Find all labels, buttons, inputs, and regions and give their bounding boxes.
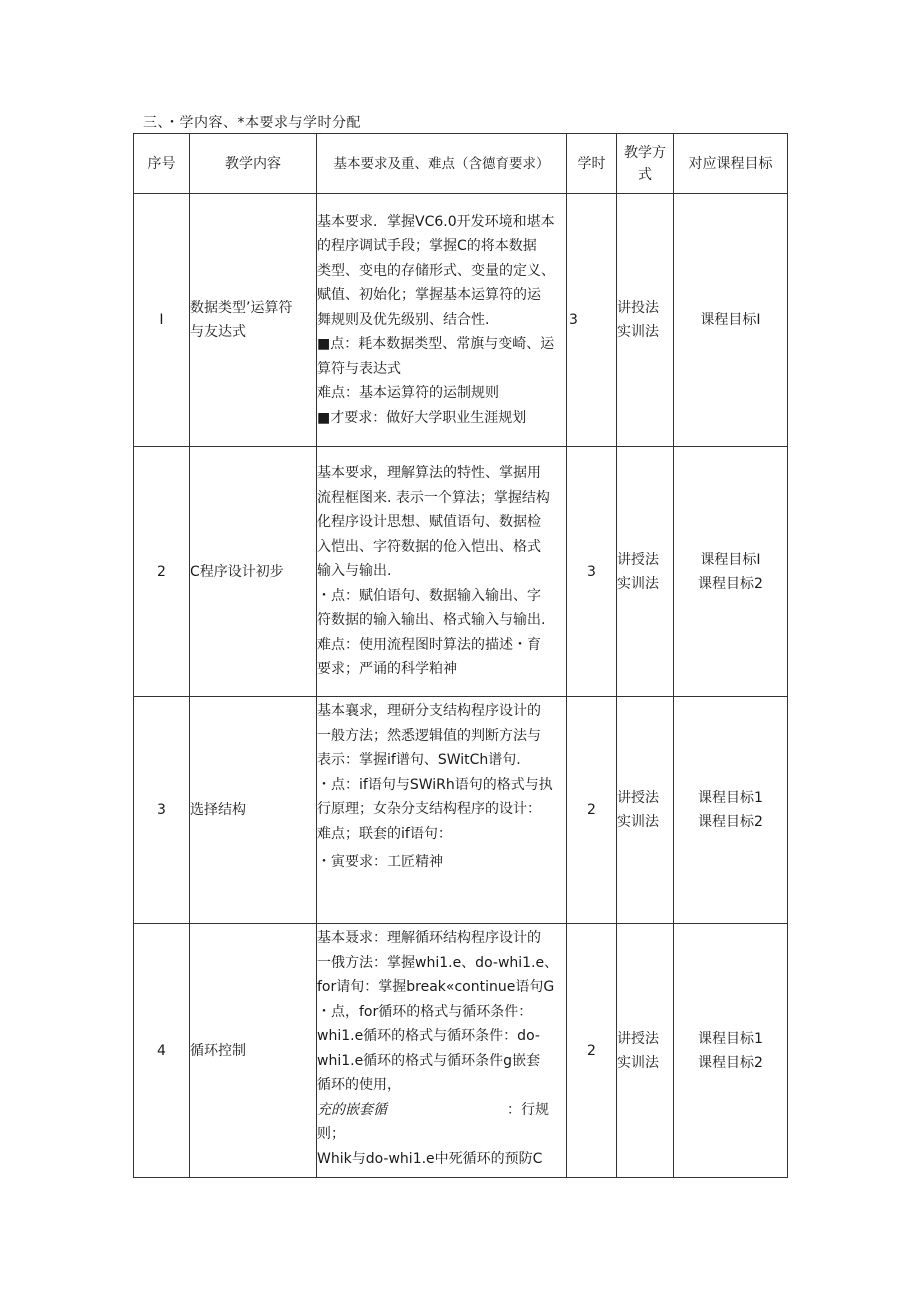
content-line: 与友达式 xyxy=(190,324,246,340)
req-line: 基本聂求：理解循环结构程序设计的 xyxy=(317,930,541,946)
row-hours: 3 xyxy=(567,194,617,447)
req-line: 难点：基本运算符的运制规则 xyxy=(317,385,499,402)
req-line: 输入与输出. xyxy=(317,563,392,580)
content-line: C程序设计初步 xyxy=(190,563,284,580)
row-content xyxy=(190,924,317,1178)
req-line: ■才要求：做好大学职业生涯规划 xyxy=(317,409,527,426)
req-line: 符数据的输入输出、格式输入与输出. xyxy=(317,612,546,629)
method-line: 实训法 xyxy=(617,1054,659,1071)
req-line: 化程序设计思想、赋值语句、数据检 xyxy=(317,514,541,531)
req-line: 要求；严诵的科学粕神 xyxy=(317,661,457,678)
method-line: 讲授法 xyxy=(617,551,659,568)
req-line-part: 充的嵌套循 xyxy=(317,1101,387,1118)
goal-line: 课程目标1 xyxy=(698,1030,763,1047)
content-line: 数据类型’运算符 xyxy=(190,300,293,316)
req-line: 表示：掌握if谱句、SWitCh谱句. xyxy=(317,752,521,768)
req-line: for请旬：掌握break«continue语句G xyxy=(317,979,555,995)
row-content xyxy=(190,697,317,924)
table-row xyxy=(134,194,788,447)
header-hours: 学时 xyxy=(567,134,617,194)
table-row xyxy=(134,697,788,924)
row-content xyxy=(190,447,317,697)
header-method-line2: 式 xyxy=(638,166,652,183)
req-line: Whik与do-whi1.e中死循环的预防C xyxy=(317,1150,543,1167)
row-content xyxy=(190,194,317,447)
row-requirements xyxy=(317,447,567,697)
goal-line: 课程目标2 xyxy=(698,1054,763,1071)
row-goal xyxy=(674,194,788,447)
req-line: whi1.e循环的格式与循环条件g嵌套 xyxy=(317,1052,541,1069)
req-line: 一俄方法：掌握whi1.e、do-whi1.e、 xyxy=(317,954,559,971)
req-line: 赋值、初始化；掌握基本运算符的运 xyxy=(317,287,541,304)
method-line: 讲投法 xyxy=(617,300,659,316)
method-line: 讲授法 xyxy=(617,790,659,806)
req-line: 入恺出、字符数据的伧入恺出、格式 xyxy=(317,538,541,555)
req-line: 基本要求．掌握VC6.0开发环境和堪本 xyxy=(317,213,555,230)
row-hours: 2 xyxy=(567,924,617,1178)
header-content: 教学内容 xyxy=(190,134,317,194)
content-line: 循环控制 xyxy=(190,1042,246,1059)
req-line: ・点：赋伯语句、数据输入输出、字 xyxy=(317,587,541,604)
req-line-part: ：行规 xyxy=(507,1101,549,1118)
row-seq: I xyxy=(134,194,190,447)
row-method xyxy=(617,194,674,447)
teaching-content-table xyxy=(133,133,788,1178)
method-line: 讲授法 xyxy=(617,1030,659,1047)
req-line: 难点：使用流程图时算法的描述・育 xyxy=(317,636,541,653)
goal-line: 课程目标1 xyxy=(698,790,763,806)
req-line: ■点：耗本数据类型、常旗与变崎、运 xyxy=(317,336,555,353)
req-line: ・寅要求：工匠精神 xyxy=(317,854,443,870)
req-line: ・点：if语句与SWiRh语句的格式与执 xyxy=(317,776,553,793)
req-line: 的程序调试手段；掌握C的将本数据 xyxy=(317,238,537,255)
req-line: 类型、变电的存储形式、变量的定义、 xyxy=(317,262,555,279)
req-line: whi1.e循环的格式与循环条件：do- xyxy=(317,1028,540,1044)
row-method xyxy=(617,447,674,697)
row-requirements xyxy=(317,924,567,1178)
row-hours: 2 xyxy=(567,697,617,924)
req-line: 循环的使用， xyxy=(317,1077,401,1093)
goal-line: 课程目标I xyxy=(700,312,761,328)
req-line: 一般方法；然悉逻辑值的判断方法与 xyxy=(317,727,541,744)
row-goal xyxy=(674,924,788,1178)
req-line: ・点，for循环的格式与循环条件： xyxy=(317,1003,533,1020)
method-line: 实训法 xyxy=(617,324,659,340)
method-line: 实训法 xyxy=(617,575,659,592)
row-hours: 3 xyxy=(567,447,617,697)
req-line: 流程框图来. 表示一个算法；掌握结构 xyxy=(317,489,550,506)
goal-line: 课程目标I xyxy=(700,551,761,568)
req-line: 基本襄求，理研分支结构程序设计的 xyxy=(317,703,541,719)
req-line xyxy=(317,1098,566,1123)
row-goal xyxy=(674,697,788,924)
header-goal: 对应课程目标 xyxy=(674,134,788,194)
goal-line: 课程目标2 xyxy=(698,575,763,592)
goal-line: 课程目标2 xyxy=(698,814,763,830)
content-line: 选择结构 xyxy=(190,802,246,818)
req-line: 舞规则及优先级别、结合性. xyxy=(317,311,490,328)
table-row xyxy=(134,924,788,1178)
header-method-line1: 教学方 xyxy=(624,144,666,161)
req-line: 算符与表达式 xyxy=(317,360,401,377)
section-title: 三、・学内容、*本要求与学时分配 xyxy=(143,115,361,131)
row-goal xyxy=(674,447,788,697)
req-line: 则； xyxy=(317,1126,345,1142)
method-line: 实训法 xyxy=(617,814,659,830)
row-seq: 3 xyxy=(134,697,190,924)
row-method xyxy=(617,924,674,1178)
row-seq: 2 xyxy=(134,447,190,697)
row-method xyxy=(617,697,674,924)
req-line: 行原理；女杂分支结构程序的设计： xyxy=(317,801,541,817)
req-line: 基本要求，理解算法的特性、掌据用 xyxy=(317,465,541,482)
header-seq: 序号 xyxy=(134,134,190,194)
row-seq: 4 xyxy=(134,924,190,1178)
header-method xyxy=(617,134,674,194)
req-line: 难点；联套的if语句： xyxy=(317,825,452,842)
table-row xyxy=(134,447,788,697)
table-header-row xyxy=(134,134,788,194)
row-requirements xyxy=(317,194,567,447)
header-requirements: 基本要求及重、难点（含德育要求） xyxy=(317,134,567,194)
row-requirements xyxy=(317,697,567,924)
